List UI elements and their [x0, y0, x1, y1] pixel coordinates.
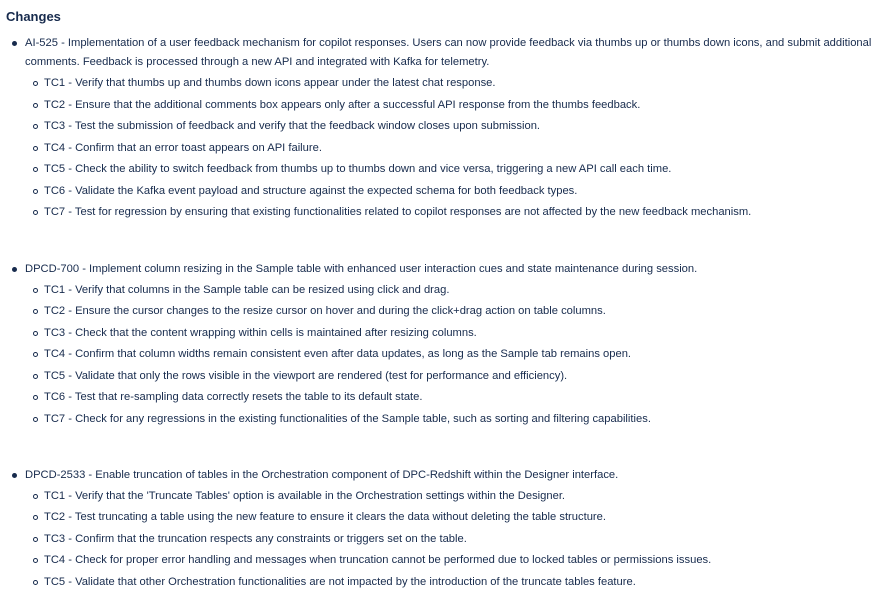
circle-bullet-icon [33, 81, 38, 86]
test-case-item [0, 572, 884, 594]
circle-bullet-icon [33, 494, 38, 499]
test-case-item [0, 280, 884, 302]
test-case-list [0, 486, 884, 594]
test-case-item [0, 116, 884, 138]
page-heading: Changes [6, 9, 61, 24]
circle-bullet-icon [33, 417, 38, 422]
change-item-title [0, 466, 884, 485]
test-case-text: TC4 - Confirm that column widths remain consistent even after data updates, as long as the Sample tab remains open. [44, 348, 632, 360]
circle-bullet-icon [33, 331, 38, 336]
test-case-list [0, 73, 884, 224]
test-case-text: TC7 - Check for any regressions in the existing functionalities of the Sample table, such as sorting and filtering capabilities. [44, 412, 651, 425]
change-item-dpcd-700 [0, 260, 884, 430]
test-case-item [0, 159, 884, 181]
change-item-title [0, 34, 884, 71]
test-case-text: TC3 - Test the submission of feedback and verify that the feedback window closes upon submission. [44, 120, 541, 132]
test-case-item [0, 387, 884, 409]
circle-bullet-icon [33, 352, 38, 357]
test-case-text: TC5 - Validate that only the rows visible in the viewport are rendered (test for performance and efficiency). [44, 369, 568, 382]
test-case-text: TC2 - Ensure that the additional comments box appears only after a successful API response from the thumbs feedback. [44, 98, 641, 111]
test-case-text: TC4 - Check for proper error handling and messages when truncation cannot be performed due to locked tables or permissions issues. [44, 554, 712, 566]
change-title-text: AI-525 - Implementation of a user feedback mechanism for copilot responses. Users can now provide feedback via thumbs up or thumbs down icons, and submit additional comments. Feedback is processed through a new API and integrated with Kafka for telemetry. [25, 37, 872, 68]
test-case-text: TC6 - Validate the Kafka event payload and structure against the expected schema for both feedback types. [44, 184, 578, 197]
test-case-item [0, 366, 884, 388]
test-case-text: TC3 - Check that the content wrapping within cells is maintained after resizing columns. [44, 326, 477, 339]
change-item-dpcd-2533 [0, 466, 884, 593]
circle-bullet-icon [33, 288, 38, 293]
circle-bullet-icon [33, 167, 38, 172]
circle-bullet-icon [33, 395, 38, 400]
change-item-title [0, 260, 884, 279]
circle-bullet-icon [33, 124, 38, 129]
change-title-text: DPCD-2533 - Enable truncation of tables in the Orchestration component of DPC-Redshift within the Designer interface. [25, 469, 619, 481]
bullet-icon [12, 41, 17, 46]
test-case-text: TC1 - Verify that columns in the Sample table can be resized using click and drag. [44, 283, 450, 296]
test-case-text: TC1 - Verify that the 'Truncate Tables' option is available in the Orchestration settings within the Designer. [44, 489, 566, 502]
circle-bullet-icon [33, 558, 38, 563]
test-case-item [0, 95, 884, 117]
test-case-item [0, 344, 884, 366]
circle-bullet-icon [33, 515, 38, 520]
test-case-text: TC7 - Test for regression by ensuring that existing functionalities related to copilot responses are not affected by the new feedback mechanism. [44, 206, 752, 218]
test-case-item [0, 73, 884, 95]
test-case-text: TC6 - Test that re-sampling data correctly resets the table to its default state. [44, 391, 423, 403]
test-case-item [0, 301, 884, 323]
test-case-item [0, 409, 884, 431]
bullet-icon [12, 473, 17, 478]
test-case-text: TC4 - Confirm that an error toast appears on API failure. [44, 141, 322, 154]
circle-bullet-icon [33, 309, 38, 314]
test-case-item [0, 202, 884, 224]
test-case-item [0, 181, 884, 203]
test-case-text: TC2 - Test truncating a table using the new feature to ensure it clears the data without deleting the table structure. [44, 511, 606, 523]
circle-bullet-icon [33, 210, 38, 215]
circle-bullet-icon [33, 374, 38, 379]
circle-bullet-icon [33, 103, 38, 108]
test-case-item [0, 323, 884, 345]
circle-bullet-icon [33, 537, 38, 542]
test-case-text: TC5 - Validate that other Orchestration functionalities are not impacted by the introduction of the truncate tables feature. [44, 575, 636, 588]
change-title-text: DPCD-700 - Implement column resizing in the Sample table with enhanced user interaction cues and state maintenance during session. [25, 263, 698, 275]
circle-bullet-icon [33, 189, 38, 194]
change-item-ai-525 [0, 34, 884, 224]
circle-bullet-icon [33, 580, 38, 585]
bullet-icon [12, 267, 17, 272]
test-case-text: TC3 - Confirm that the truncation respects any constraints or triggers set on the table. [44, 532, 467, 545]
test-case-text: TC1 - Verify that thumbs up and thumbs down icons appear under the latest chat response. [44, 77, 496, 89]
test-case-text: TC5 - Check the ability to switch feedback from thumbs up to thumbs down and vice versa, triggering a new API call each time. [44, 163, 672, 175]
circle-bullet-icon [33, 146, 38, 151]
test-case-list [0, 280, 884, 431]
test-case-item [0, 486, 884, 508]
test-case-item [0, 529, 884, 551]
test-case-item [0, 138, 884, 160]
test-case-item [0, 507, 884, 529]
test-case-item [0, 550, 884, 572]
test-case-text: TC2 - Ensure the cursor changes to the resize cursor on hover and during the click+drag action on table columns. [44, 305, 606, 317]
